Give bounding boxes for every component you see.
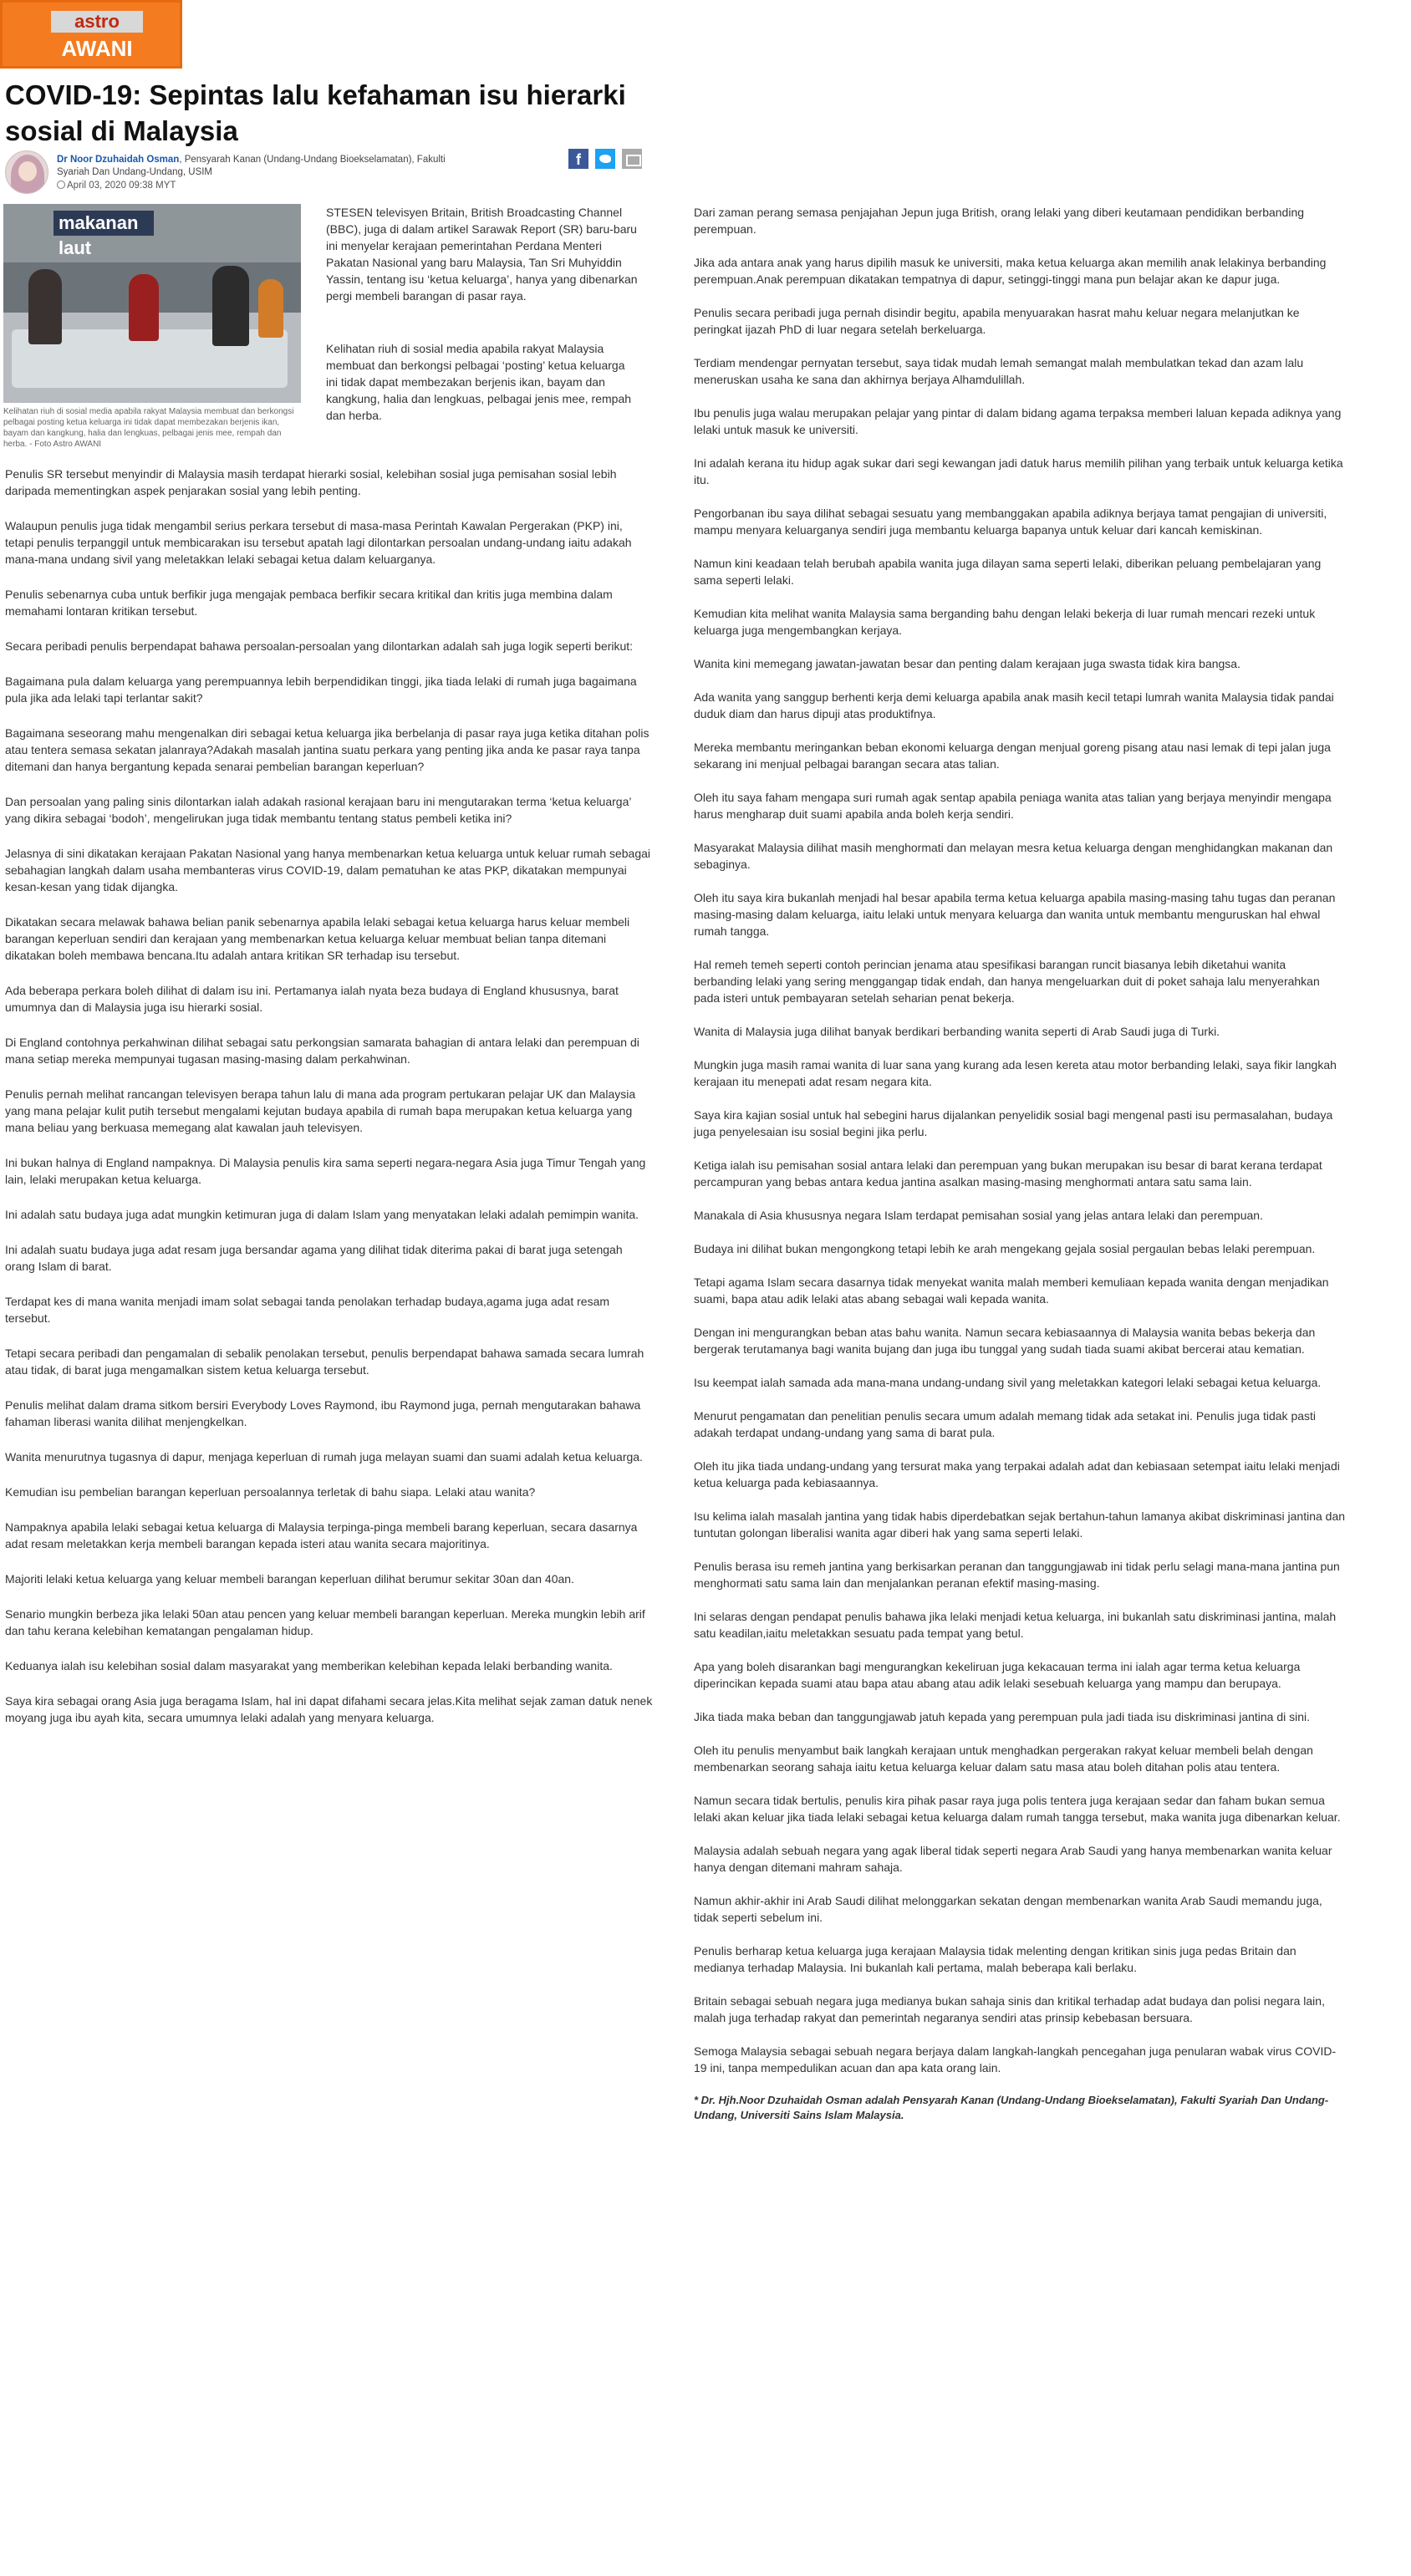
paragraph-left-25: Senario mungkin berbeza jika lelaki 50an atau pencen yang keluar membeli barangan keperluan. Mereka mungkin lebih arif dan tahu kerana kelebihan kematangan pengalaman hidup. [5, 1607, 645, 1637]
paragraph-right-36: Namun akhir-akhir ini Arab Saudi dilihat melonggarkan sekatan dengan membenarkan wanita Arab Saudi memandu juga, tidak seperti sebelum ini. [694, 1894, 1322, 1924]
paragraph-right-8: Namun kini keadaan telah berubah apabila wanita juga dilayan sama seperti lelaki, diberikan peluang pembelajaran yang sama seperti lelaki. [694, 557, 1322, 587]
paragraph-right-26: Menurut pengamatan dan penelitian penulis secara umum adalah memang tidak ada setakat ini. Penulis juga tidak pasti adakah terdapat undang-undang yang sama di barat pula. [694, 1409, 1317, 1439]
paragraph-left-6: Secara peribadi penulis berpendapat bahawa persoalan-persoalan yang dilontarkan adalah sah juga logik seperti berikut: [5, 639, 634, 653]
paragraph-right-11: Ada wanita yang sanggup berhenti kerja demi keluarga apabila anak masih kecil tetapi lumrah wanita Malaysia tidak pandai duduk diam dan harus dipuji atas produktifnya. [694, 690, 1334, 720]
facebook-share-icon[interactable]: f [568, 149, 588, 169]
paragraph-left-22: Kemudian isu pembelian barangan keperluan persoalannya terletak di bahu siapa. Lelaki atau wanita? [5, 1485, 536, 1499]
paragraph-left-8: Bagaimana seseorang mahu mengenalkan diri sebagai ketua keluarga jika berbelanja di pasar raya juga ketika ditahan polis atau tentera semasa sekatan jalanraya?Adakah masalah jantina suatu perkara yang penting jika anda ke pasar raya tanpa ditemani dan hanya bergantung kepada senarai pembelian barangan keperluan? [5, 726, 649, 773]
paragraph-right-10: Wanita kini memegang jawatan-jawatan besar dan penting dalam kerajaan juga swasta tidak kira bangsa. [694, 657, 1240, 670]
paragraph-left-7: Bagaimana pula dalam keluarga yang perempuannya lebih berpendidikan tinggi, jika tiada lelaki di rumah juga bagaimana pula jika ada lelaki tapi terlantar sakit? [5, 675, 637, 705]
author-name-link[interactable]: Dr Noor Dzuhaidah Osman [57, 155, 180, 165]
paragraph-left-14: Penulis pernah melihat rancangan televisyen berapa tahun lalu di mana ada program pertukaran pelajar UK dan Malaysia yang mana pelajar kulit putih tersebut mengalami kejutan budaya apabila di rumah bapa merupakan ketua keluarga yang mana beliau yang berkuasa memegang alat kawalan jauh televisyen. [5, 1087, 636, 1134]
paragraph-left-21: Wanita menurutnya tugasnya di dapur, menjaga keperluan di rumah juga melayan suami dan suami adalah ketua keluarga. [5, 1450, 643, 1464]
paragraph-right-15: Oleh itu saya kira bukanlah menjadi hal besar apabila terma ketua keluarga apabila masing-masing tahu tugas dan peranan masing-masing dalam keluarga, iaitu lelaki untuk menyara keluarga dan wanita untuk membantu menguruskan hal ehwal rumah tangga. [694, 891, 1336, 938]
article-title: COVID-19: Sepintas lalu kefahaman isu hierarki sosial di Malaysia [5, 79, 626, 146]
paragraph-right-39: Semoga Malaysia sebagai sebuah negara berjaya dalam langkah-langkah pencegahan juga penularan wabak virus COVID-19 ini, tanpa mempedulikan acuan dan apa kata orang lain. [694, 2044, 1337, 2075]
paragraph-left-9: Dan persoalan yang paling sinis dilontarkan ialah adakah rasional kerajaan baru ini mengutarakan terma ‘ketua keluarga’ yang dikira sebagai ‘bodoh’, mengelirukan juga tidak membantu tentang status pembeli ketika ini? [5, 795, 631, 825]
author-block [5, 149, 657, 196]
paragraph-right-18: Mungkin juga masih ramai wanita di luar sana yang kurang ada lesen kereta atau motor berbanding lelaki, saya fikir langkah kerajaan itu menepati adat resam negara kita. [694, 1058, 1337, 1088]
paragraph-right-9: Kemudian kita melihat wanita Malaysia sama berganding bahu dengan lelaki bekerja di luar rumah mencari rezeki untuk keluarga juga mengembangkan kerjaya. [694, 607, 1316, 637]
paragraph-left-1: STESEN televisyen Britain, British Broadcasting Channel (BBC), juga di dalam artikel Sarawak Report (SR) baru-baru ini menyelar kerajaan pemerintahan Perdana Menteri Pakatan Nasional yang baru Malaysia, Tan Sri Muhyiddin Yassin, tentang isu ‘ketua keluarga’, hanya yang dibenarkan pergi membeli barangan di pasar raya. [326, 206, 638, 303]
author-byline [57, 154, 450, 179]
paragraph-right-5: Ibu penulis juga walau merupakan pelajar yang pintar di dalam bidang agama terpaksa memberi laluan kepada adiknya yang lelaki untuk masuk ke universiti. [694, 406, 1342, 436]
twitter-share-icon[interactable] [595, 149, 615, 169]
email-share-icon[interactable] [622, 149, 642, 169]
paragraph-right-20: Ketiga ialah isu pemisahan sosial antara lelaki dan perempuan yang bukan merupakan isu besar di barat kerana terdapat percampuran yang bebas antara kedua jantina asalkan masing-masing menghormati antara satu sama lain. [694, 1158, 1322, 1189]
paragraph-right-31: Apa yang boleh disarankan bagi mengurangkan kekeliruan juga kekacauan terma ini ialah agar terma ketua keluarga diperincikan kepada suami atau bapa atau abang atau adik lelaki sesebuah keluarga yang mampu dan berupaya. [694, 1660, 1301, 1690]
paragraph-left-16: Ini adalah satu budaya juga adat mungkin ketimuran juga di dalam Islam yang menyatakan lelaki adalah pemimpin wanita. [5, 1208, 639, 1221]
image-caption: Kelihatan riuh di sosial media apabila rakyat Malaysia membuat dan berkongsi pelbagai posting ketua keluarga ini tidak dapat membezakan berjenis ikan, bayam dan kangkung, halia dan lengkuas, pelbagai jenis mee, rempah dan herba. - Foto Astro AWANI [3, 407, 294, 449]
paragraph-left-3: Penulis SR tersebut menyindir di Malaysia masih terdapat hierarki sosial, kelebihan sosial juga pemisahan sosial lebih daripada mementingkan aspek penjarakan sosial yang lebih penting. [5, 467, 617, 497]
paragraph-left-5: Penulis sebenarnya cuba untuk berfikir juga mengajak pembaca berfikir secara kritikal dan kritis juga membina dalam memahami lontaran kritikan tersebut. [5, 588, 613, 618]
paragraph-left-19: Tetapi secara peribadi dan pengamalan di sebalik penolakan tersebut, penulis berpendapat bahawa samada secara lumrah atau tidak, di barat juga mengamalkan sistem ketua keluarga tersebut. [5, 1347, 644, 1377]
paragraph-right-3: Penulis secara peribadi juga pernah disindir begitu, apabila menyuarakan hasrat mahu keluar negara melanjutkan ke peringkat ijazah PhD di luar negara setelah berkeluarga. [694, 306, 1300, 336]
logo-line-awani: AWANI [61, 36, 133, 61]
paragraph-right-4: Terdiam mendengar pernyatan tersebut, saya tidak mudah lemah semangat malah membulatkan tekad dan azam lalu meneruskan usaha ke sana dan akhirnya berjaya Alhamdulillah. [694, 356, 1304, 386]
publish-date [57, 181, 176, 191]
paragraph-left-26: Keduanya ialah isu kelebihan sosial dalam masyarakat yang memberikan kelebihan kepada lelaki berbanding wanita. [5, 1659, 613, 1672]
article-photo [3, 204, 301, 403]
paragraph-left-12: Ada beberapa perkara boleh dilihat di dalam isu ini. Pertamanya ialah nyata beza budaya di England khususnya, barat umumnya dan di Malaysia juga isu hierarki sosial. [5, 984, 619, 1014]
paragraph-right-30: Ini selaras dengan pendapat penulis bahawa jika lelaki menjadi ketua keluarga, ini bukanlah satu diskriminasi jantina, malah satu keadilan,iaitu meletakkan sesuatu pada tempat yang betul. [694, 1610, 1337, 1640]
paragraph-right-37: Penulis berharap ketua keluarga juga kerajaan Malaysia tidak melenting dengan kritikan sinis juga pedas Britain dan medianya terhadap Malaysia. Ini bukanlah kali pertama, malah beberapa kali berlaku. [694, 1944, 1296, 1974]
paragraph-left-17: Ini adalah suatu budaya juga adat resam juga bersandar agama yang dilihat tidak diterima pakai di barat juga setengah orang Islam di barat. [5, 1243, 623, 1273]
paragraph-right-7: Pengorbanan ibu saya dilihat sebagai sesuatu yang membanggakan apabila adiknya berjaya tamat pengajian di universiti, mampu menyara keluarganya sendiri juga membantu keluarga bapanya untuk keluar dari kancah kemiskinan. [694, 507, 1327, 537]
paragraph-right-33: Oleh itu penulis menyambut baik langkah kerajaan untuk menghadkan pergerakan rakyat keluar membeli belah dengan membenarkan seorang sahaja iaitu ketua keluarga keluar dalam satu masa atau boleh ditahan polis atau tentera. [694, 1744, 1313, 1774]
paragraph-left-23: Nampaknya apabila lelaki sebagai ketua keluarga di Malaysia terpinga-pinga membeli barang keperluan, secara dasarnya adat resam meletakkan kerja membeli barangan kepada isteri atau wanita secara majoritinya. [5, 1520, 638, 1550]
paragraph-right-34: Namun secara tidak bertulis, penulis kira pihak pasar raya juga polis tentera juga kerajaan sedar dan faham bukan semua lelaki akan keluar jika tiada lelaki sebagai ketua keluarga dalam rumah tangga tersebut, maka wanita juga dibenarkan keluar. [694, 1794, 1341, 1824]
paragraph-right-24: Dengan ini mengurangkan beban atas bahu wanita. Namun secara kebiasaannya di Malaysia wanita bebas bekerja dan bergerak terutamanya bagi wanita bujang dan juga ibu tunggal yang sudah tiada suami akibat bercerai atau kematian. [694, 1326, 1316, 1356]
paragraph-right-6: Ini adalah kerana itu hidup agak sukar dari segi kewangan jadi datuk harus memilih pilihan yang terbaik untuk keluarga ketika itu. [694, 456, 1343, 486]
paragraph-right-1: Dari zaman perang semasa penjajahan Jepun juga British, orang lelaki yang diberi keutamaan pendidikan berbanding perempuan. [694, 206, 1305, 236]
paragraph-left-15: Ini bukan halnya di England nampaknya. Di Malaysia penulis kira sama seperti negara-negara Asia juga Timur Tengah yang lain, lelaki merupakan ketua keluarga. [5, 1156, 646, 1186]
paragraph-left-24: Majoriti lelaki ketua keluarga yang keluar membeli barangan keperluan dilihat berumur sekitar 30an dan 40an. [5, 1572, 574, 1586]
paragraph-left-11: Dikatakan secara melawak bahawa belian panik sebenarnya apabila lelaki sebagai ketua keluarga harus keluar membeli barangan keperluan sendiri dan kerajaan yang membenarkan ketua keluarga keluar membuat belian tanpa ditemani dikatakan boleh membawa bencana.Itu adalah antara kritikan SR terhadap isu tersebut. [5, 915, 630, 962]
author-role: , Pensyarah Kanan (Undang-Undang Bioekselamatan), Fakulti Syariah Dan Undang-Undang, USIM [57, 155, 446, 177]
paragraph-right-17: Wanita di Malaysia juga dilihat banyak berdikari berbanding wanita seperti di Arab Saudi juga di Turki. [694, 1025, 1220, 1038]
paragraph-right-23: Tetapi agama Islam secara dasarnya tidak menyekat wanita malah memberi kemuliaan kepada wanita dengan menjadikan suami, bapa atau adik lelaki atas abang sebagai wali kepada wanita. [694, 1275, 1329, 1306]
paragraph-right-22: Budaya ini dilihat bukan mengongkong tetapi lebih ke arah mengekang gejala sosial pergaulan bebas lelaki perempuan. [694, 1242, 1316, 1255]
logo-line-astro: astro [51, 11, 143, 33]
paragraph-right-14: Masyarakat Malaysia dilihat masih menghormati dan melayan mesra ketua keluarga dengan menghidangkan makanan dan sebaginya. [694, 841, 1333, 871]
paragraph-left-13: Di England contohnya perkahwinan dilihat sebagai satu perkongsian samarata bahagian di antara lelaki dan perempuan di mana setiap mereka mempunyai tugasan masing-masing dalam perkahwinan. [5, 1036, 639, 1066]
author-footnote: * Dr. Hjh.Noor Dzuhaidah Osman adalah Pensyarah Kanan (Undang-Undang Bioekselamatan), Fakulti Syariah Dan Undang-Undang, Universiti Sains Islam Malaysia. [694, 2094, 1329, 2121]
paragraph-left-20: Penulis melihat dalam drama sitkom bersiri Everybody Loves Raymond, ibu Raymond juga, pernah mengutarakan bahawa fahaman liberasi wanita dilihat menjengkelkan. [5, 1398, 641, 1428]
paragraph-right-19: Saya kira kajian sosial untuk hal sebegini harus dijalankan penyelidik sosial bagi mengenal pasti isu permasalahan, budaya juga penyelesaian isu sosial begini jika perlu. [694, 1108, 1333, 1138]
paragraph-right-21: Manakala di Asia khususnya negara Islam terdapat pemisahan sosial yang jelas antara lelaki dan perempuan. [694, 1209, 1263, 1222]
paragraph-right-13: Oleh itu saya faham mengapa suri rumah agak sentap apabila peniaga wanita atas talian yang berjaya menyindir mengapa harus mengharap duit suami apabila anda boleh kerja sendiri. [694, 791, 1332, 821]
paragraph-right-27: Oleh itu jika tiada undang-undang yang tersurat maka yang terpakai adalah adat dan kebiasaan setempat iaitu lelaki menjadi ketua keluarga pada kebiasaannya. [694, 1459, 1340, 1489]
paragraph-right-28: Isu kelima ialah masalah jantina yang tidak habis diperdebatkan sejak bertahun-tahun lamanya akibat diskriminasi jantina dan tuntutan golongan liberalisi wanita agar diberi hak yang sama seperti lelaki. [694, 1509, 1346, 1540]
paragraph-right-38: Britain sebagai sebuah negara juga medianya bukan sahaja sinis dan kritikal terhadap adat budaya dan polisi negara lain, malah juga terhadap rakyat dan pemerintah negaranya sendiri atas prinsip kebebasan bersuara. [694, 1994, 1325, 2024]
paragraph-left-4: Walaupun penulis juga tidak mengambil serius perkara tersebut di masa-masa Perintah Kawalan Pergerakan (PKP) ini, tetapi penulis terpanggil untuk membicarakan isu tersebut apatah lagi dilontarkan persoalan undang-undang iaitu adakah mana-mana undang sivil yang meletakkan lelaki sebagai ketua dalam keluarganya. [5, 519, 632, 566]
paragraph-right-2: Jika ada antara anak yang harus dipilih masuk ke universiti, maka ketua keluarga akan memilih anak lelakinya berbanding perempuan.Anak perempuan dikatakan tempatnya di dapur, setinggi-tinggi mana pun belajar akan ke dapur juga. [694, 256, 1327, 286]
paragraph-right-12: Mereka membantu meringankan beban ekonomi keluarga dengan menjual goreng pisang atau nasi lemak di tepi jalan juga sekarang ini menjual pelbagai barangan secara atas talian. [694, 741, 1331, 771]
paragraph-right-35: Malaysia adalah sebuah negara yang agak liberal tidak seperti negara Arab Saudi yang hanya membenarkan wanita keluar hanya dengan ditemani mahram sahaja. [694, 1844, 1332, 1874]
paragraph-right-25: Isu keempat ialah samada ada mana-mana undang-undang sivil yang meletakkan kategori lelaki sebagai ketua keluarga. [694, 1376, 1322, 1389]
author-avatar [5, 150, 48, 194]
paragraph-left-27: Saya kira sebagai orang Asia juga beragama Islam, hal ini dapat difahami secara jelas.Kita melihat sejak zaman datuk nenek moyang juga ibu ayah kita, secara umumnya lelaki adalah yang menyara keluarga. [5, 1694, 653, 1724]
paragraph-right-29: Penulis berasa isu remeh jantina yang berkisarkan peranan dan tanggungjawab ini tidak perlu selagi mana-mana jantina pun menghormati satu sama lain dan menjalankan peranan efektif masing-masing. [694, 1560, 1340, 1590]
clock-icon [57, 181, 65, 189]
photo-sign-text: makanan laut [53, 211, 154, 236]
paragraph-left-10: Jelasnya di sini dikatakan kerajaan Pakatan Nasional yang hanya membenarkan ketua keluarga untuk keluar rumah sebagai sebahagian langkah dalam usaha membanteras virus COVID-19, dalam pematuhan ke atas PKP, dikatakan mempunyai kesan-kesan yang tidak dijangka. [5, 847, 651, 893]
paragraph-left-18: Terdapat kes di mana wanita menjadi imam solat sebagai tanda penolakan terhadap budaya,agama juga adat resam tersebut. [5, 1295, 610, 1325]
paragraph-right-16: Hal remeh temeh seperti contoh perincian jenama atau spesifikasi barangan runcit biasanya lebih diketahui wanita berbanding lelaki yang sering menggangap tidak endah, dan hanya mengeluarkan duit di poket sahaja lalu menyerahkan pada isteri untuk pembayaran setelah seharian penat bekerja. [694, 958, 1320, 1005]
paragraph-right-32: Jika tiada maka beban dan tanggungjawab jatuh kepada yang perempuan pula jadi tiada isu diskriminasi jantina di sini. [694, 1710, 1311, 1723]
publish-date-text: April 03, 2020 09:38 MYT [67, 181, 176, 191]
astro-awani-logo[interactable] [0, 0, 182, 69]
paragraph-left-2: Kelihatan riuh di sosial media apabila rakyat Malaysia membuat dan berkongsi pelbagai ‘posting’ ketua keluarga ini tidak dapat membezakan berjenis ikan, bayam dan kangkung, halia dan lengkuas, pelbagai jenis mee, rempah dan herba. [326, 342, 632, 422]
